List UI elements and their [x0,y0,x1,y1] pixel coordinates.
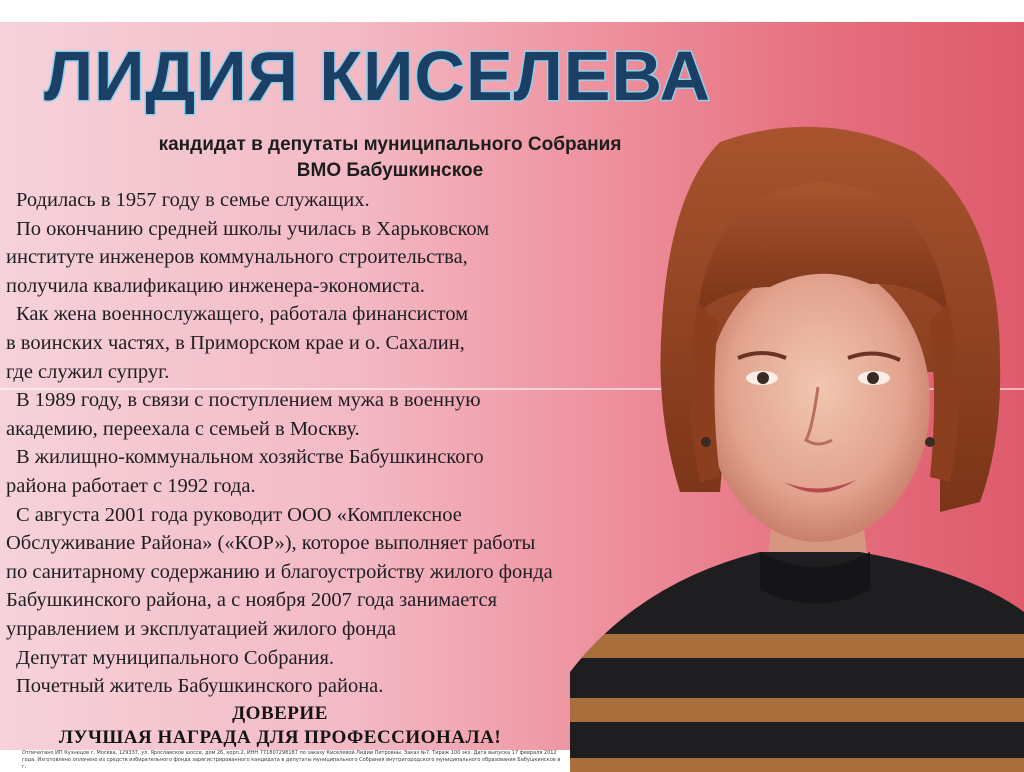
bio-line: Почетный житель Бабушкинского района. [16,675,384,698]
candidate-name-headline: ЛИДИЯ КИСЕЛЕВА [44,37,712,115]
bio-line: в воинских частях, в Приморском крае и о. Сахалин, [6,331,465,354]
bio-line: В жилищно-коммунальном хозяйстве Бабушкинского [16,446,484,469]
bio-line: С августа 2001 года руководит ООО «Комплексное [16,503,462,526]
bio-line: Обслуживание Района» («КОР»), которое выполняет работы [6,532,536,555]
bio-line: Как жена военнослужащего, работала финансистом [16,303,469,326]
imprint-line-1: Отпечатано ИП Кузнецов г. Москва, 129337, ул. Ярославское шоссе, дом 26, корп.2, ИНН 771807298187 по заказу Киселевой Лидии Петровны. Заказ №7. Тираж 100 экз. Дата выпуска 17 февраля 2012 [22,750,557,756]
campaign-leaflet [0,22,1024,770]
bio-line: академию, переехала с семьей в Москву. [6,417,360,440]
bio-line: управлением и эксплуатацией жилого фонда [6,617,397,640]
bio-line: по санитарному содержанию и благоустройству жилого фонда [6,560,553,583]
slogan [0,702,560,750]
imprint-line-2: года. Изготовлено оплачено из средств избирательного фонда зарегистрированного кандидата в депутаты муниципального Собрания внутригородского муниципального образования Бабушкинское в г. [22,757,561,770]
bio-line: получила квалификацию инженера-экономиста. [6,274,425,297]
bio-line: Депутат муниципального Собрания. [16,646,335,669]
subtitle-line-1: кандидат в депутаты муниципального Собрания [158,134,622,155]
print-imprint [22,750,562,771]
bio-line: Родилась в 1957 году в семье служащих. [16,189,370,211]
slogan-line-2: ЛУЧШАЯ НАГРАДА ДЛЯ ПРОФЕССИОНАЛА! [58,727,502,748]
bio-line: района работает с 1992 года. [6,474,256,497]
bio-line: где служил супруг. [6,360,170,383]
candidate-portrait [570,112,1024,772]
bio-line: В 1989 году, в связи с поступлением мужа в военную [16,389,481,412]
bio-line: По окончанию средней школы училась в Харьковском [16,217,490,240]
bio-line: Бабушкинского района, а с ноября 2007 года занимается [6,589,498,612]
subtitle-line-2: ВМО Бабушкинское [296,160,484,181]
bio-line: институте инженеров коммунального строительства, [6,246,468,269]
slogan-line-1: ДОВЕРИЕ [232,703,328,724]
